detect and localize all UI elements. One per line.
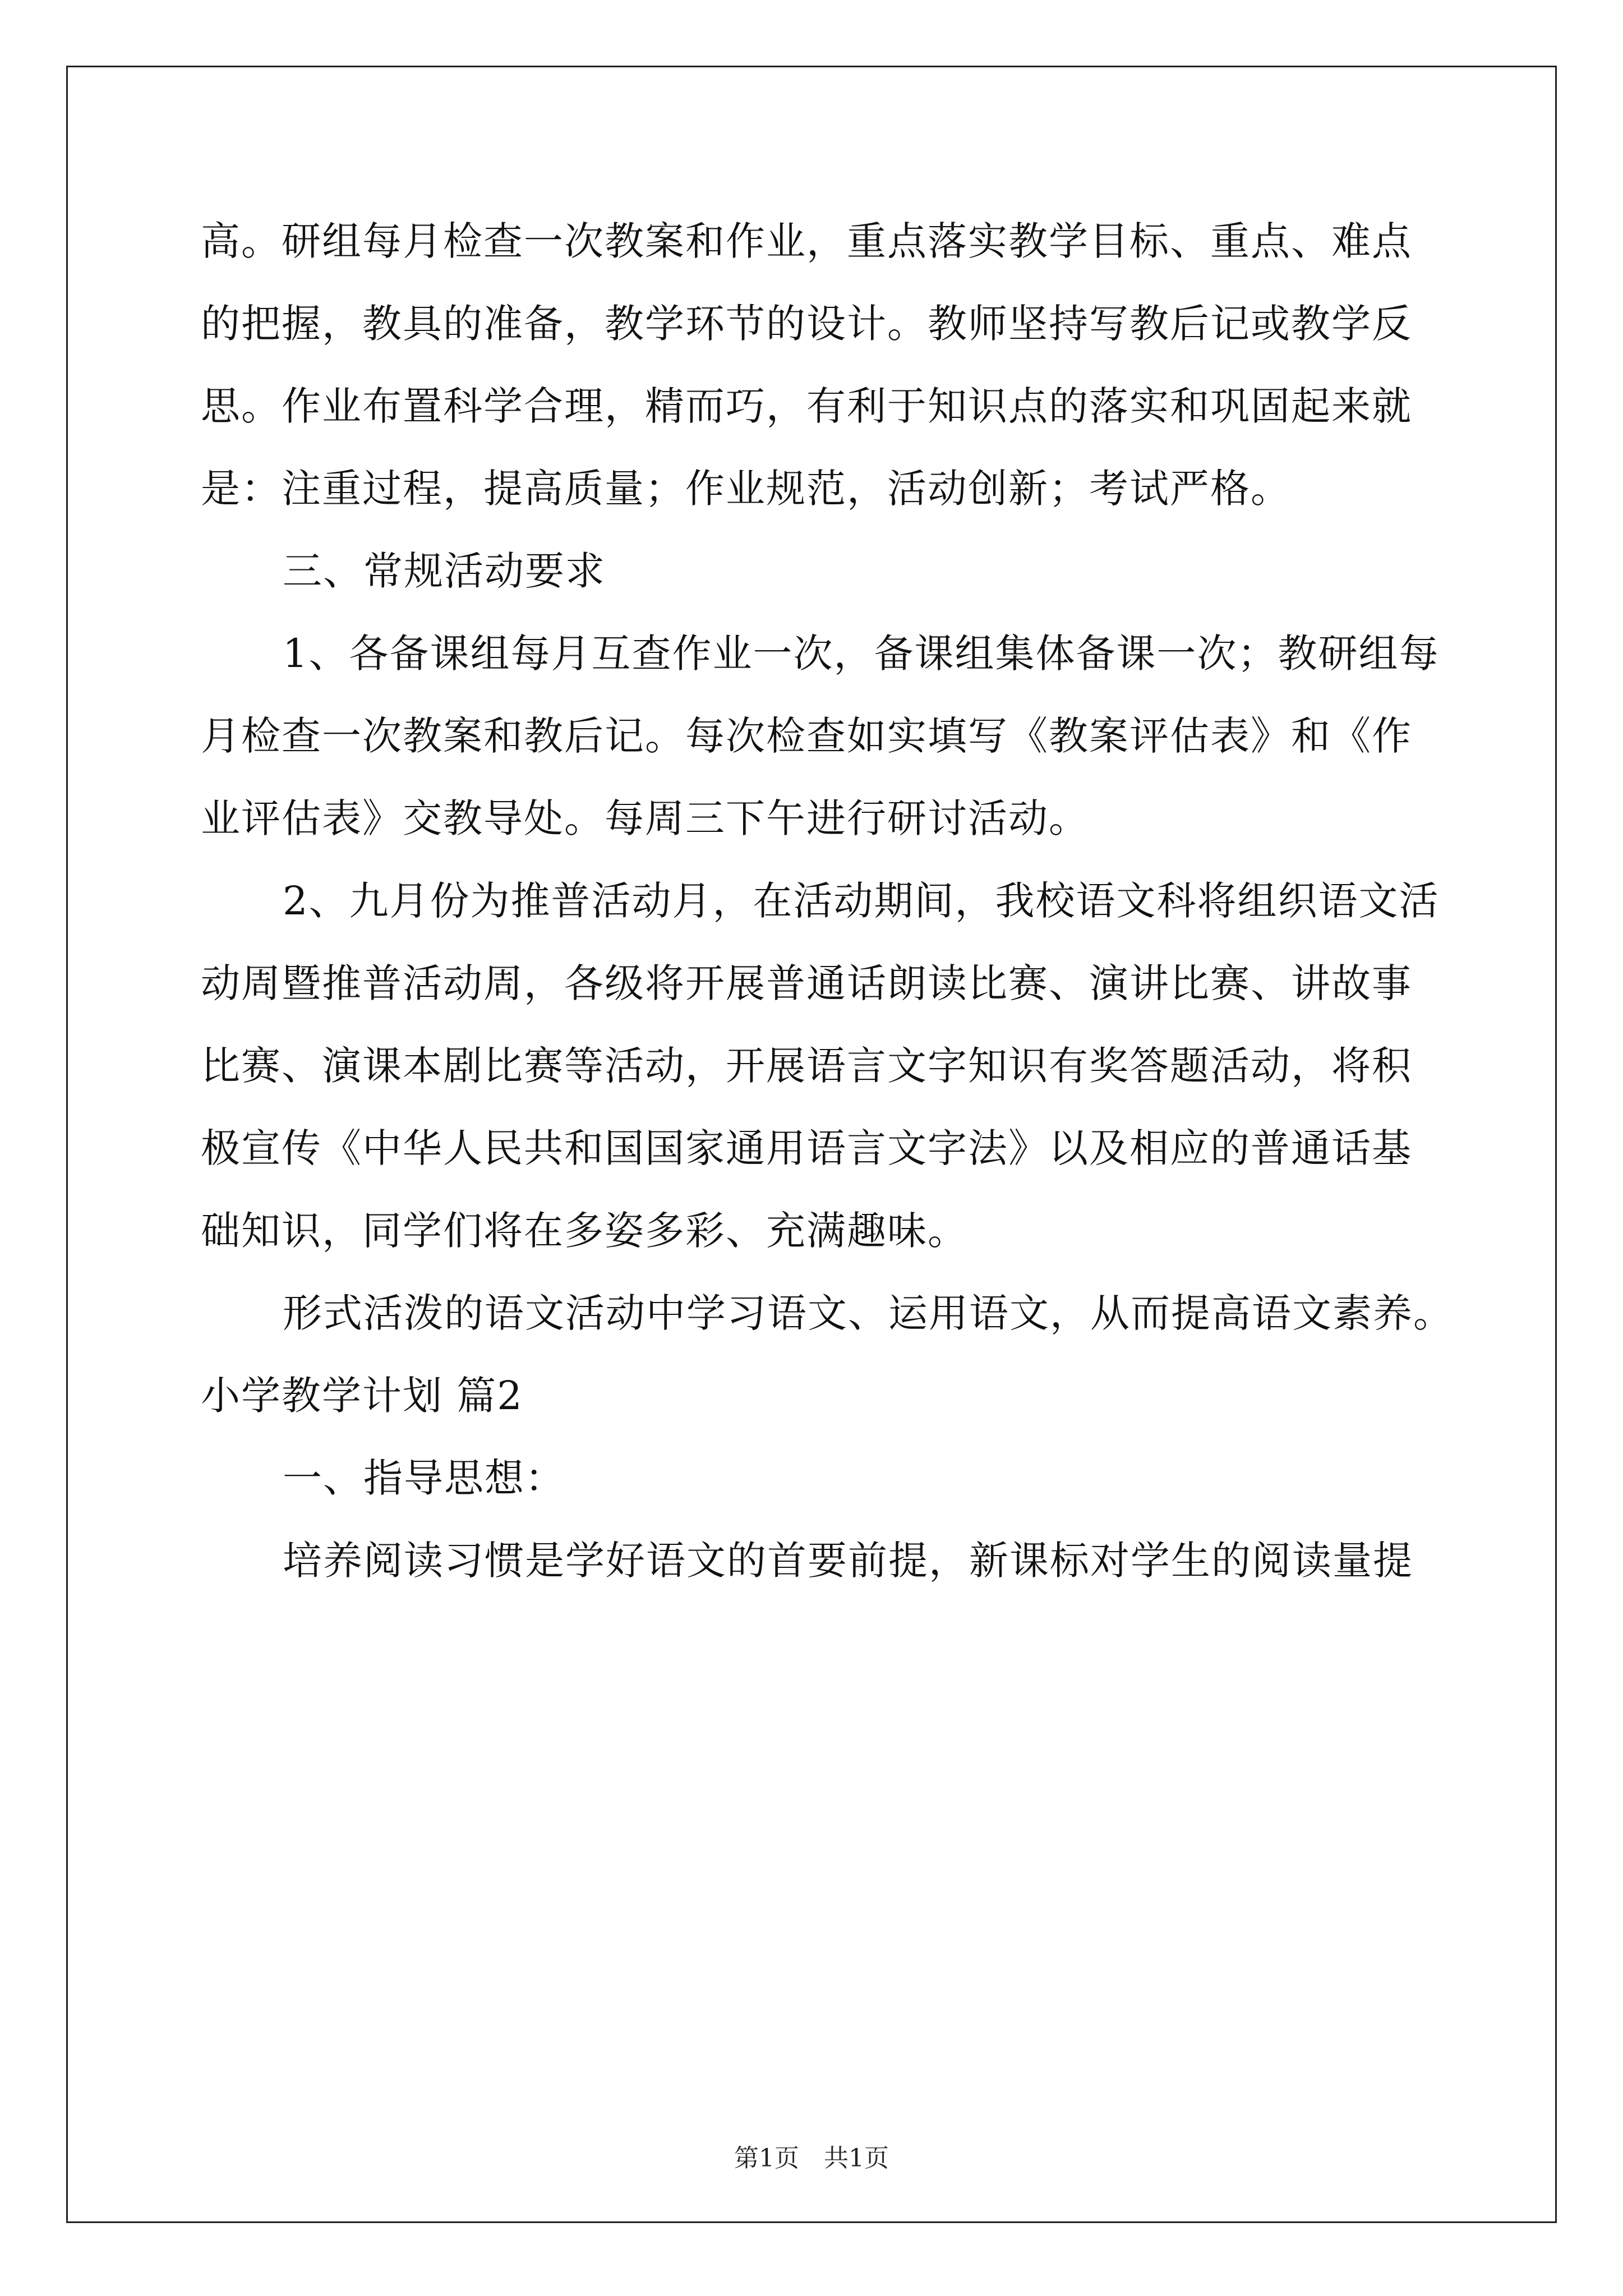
page-number-footer: 第1页 共1页 xyxy=(734,2144,889,2173)
text-line: 比赛、演课本剧比赛等活动，开展语言文字知识有奖答题活动，将积 xyxy=(201,1043,1412,1089)
text-line: 础知识，同学们将在多姿多彩、充满趣味。 xyxy=(201,1208,968,1254)
text-line: 思。作业布置科学合理，精而巧，有利于知识点的落实和巩固起来就 xyxy=(201,383,1412,429)
text-line: 是：注重过程，提高质量；作业规范，活动创新；考试严格。 xyxy=(201,466,1291,512)
text-line: 月检查一次教案和教后记。每次检查如实填写《教案评估表》和《作 xyxy=(201,713,1412,759)
text-line: 高。研组每月检查一次教案和作业，重点落实教学目标、重点、难点 xyxy=(201,218,1412,264)
section-heading: 一、指导思想： xyxy=(283,1455,565,1501)
plan-title: 小学教学计划 篇2 xyxy=(201,1373,523,1419)
text-line: 形式活泼的语文活动中学习语文、运用语文，从而提高语文素养。 xyxy=(283,1290,1454,1336)
text-line: 业评估表》交教导处。每周三下午进行研讨活动。 xyxy=(201,795,1089,841)
text-line: 的把握，教具的准备，教学环节的设计。教师坚持写教后记或教学反 xyxy=(201,301,1412,347)
text-line: 极宣传《中华人民共和国国家通用语言文字法》以及相应的普通话基 xyxy=(201,1125,1412,1171)
text-line: 1、各备课组每月互查作业一次，备课组集体备课一次；教研组每 xyxy=(283,631,1440,677)
text-line: 培养阅读习惯是学好语文的首要前提，新课标对学生的阅读量提 xyxy=(283,1538,1413,1584)
text-line: 动周暨推普活动周，各级将开展普通话朗读比赛、演讲比赛、讲故事 xyxy=(201,960,1412,1006)
section-heading: 三、常规活动要求 xyxy=(283,548,606,594)
text-line: 2、九月份为推普活动月，在活动期间，我校语文科将组织语文活 xyxy=(283,878,1440,924)
